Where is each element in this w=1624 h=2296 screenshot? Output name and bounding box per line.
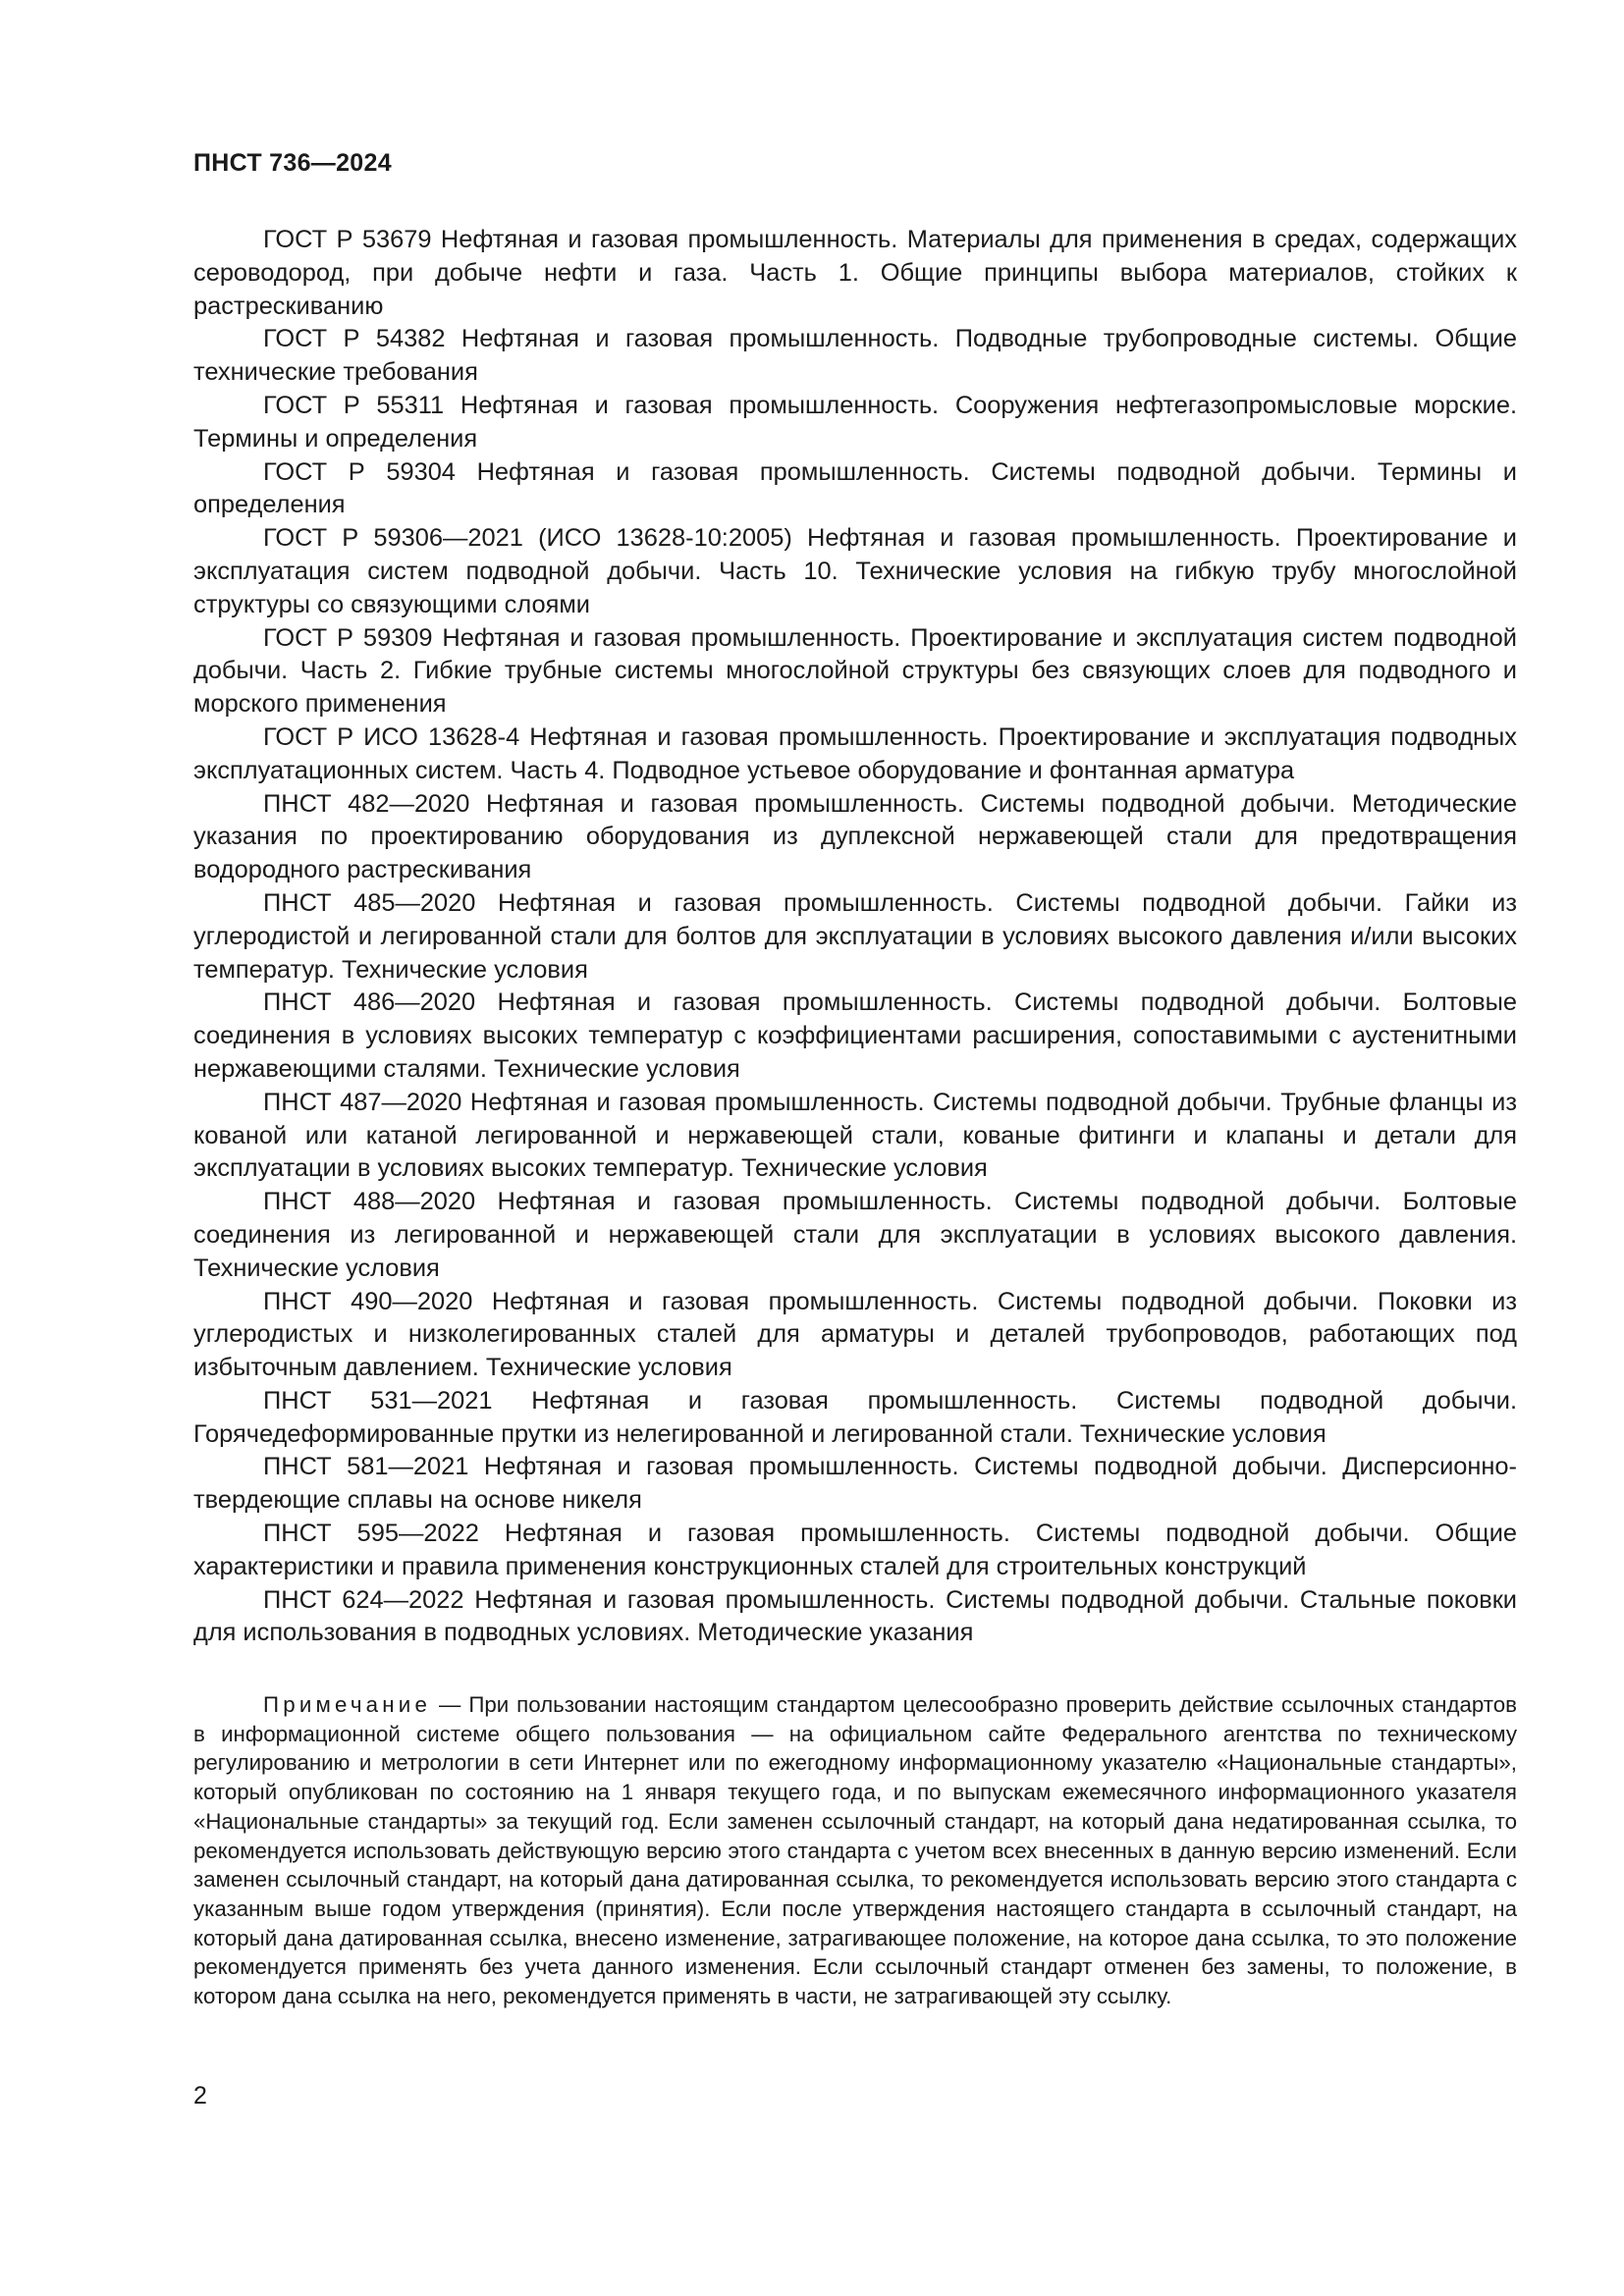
reference-item: ГОСТ Р 53679 Нефтяная и газовая промышленность. Материалы для применения в средах, содержащих сероводород, при добыче нефти и газа. Часть 1. Общие принципы выбора материалов, стойких к растрескиванию: [193, 226, 1517, 320]
reference-item: ПНСТ 488—2020 Нефтяная и газовая промышленность. Системы подводной добычи. Болтовые соединения из легированной и нержавеющей стали для эксплуатации в условиях высокого давления. Технические условия: [193, 1188, 1517, 1282]
note-label: Примечание: [263, 1692, 432, 1717]
reference-item: ГОСТ Р 55311 Нефтяная и газовая промышленность. Сооружения нефтегазопромысловые морские. Термины и определения: [193, 391, 1517, 453]
reference-item: ПНСТ 624—2022 Нефтяная и газовая промышленность. Системы подводной добычи. Стальные поковки для использования в подводных условиях. Методические указания: [193, 1585, 1517, 1647]
reference-item: ПНСТ 482—2020 Нефтяная и газовая промышленность. Системы подводной добычи. Методические указания по проектированию оборудования из дуплексной нержавеющей стали для предотвращения водородного растрескивания: [193, 789, 1517, 884]
reference-item: ПНСТ 490—2020 Нефтяная и газовая промышленность. Системы подводной добычи. Поковки из углеродистых и низколегированных сталей для арматуры и деталей трубопроводов, работающих под избыточным давлением. Технические условия: [193, 1287, 1517, 1382]
page-number: 2: [193, 2082, 207, 2109]
reference-item: ГОСТ Р 59306—2021 (ИСО 13628-10:2005) Нефтяная и газовая промышленность. Проектирование и эксплуатация систем подводной добычи. Часть 10. Технические условия на гибкую трубу многослойной структуры со связующими слоями: [193, 524, 1517, 618]
note-text: — При пользовании настоящим стандартом целесообразно проверить действие ссылочных стандартов в информационной системе общего пользования — на официальном сайте Федерального агентства по техническому регулированию и метрологии в сети Интернет или по ежегодному информационному указателю «Национальные стандарты», который опубликован по состоянию на 1 января текущего года, и по выпускам ежемесячного информационного указателя «Национальные стандарты» за текущий год. Если заменен ссылочный стандарт, на который дана недатированная ссылка, то рекомендуется использовать действующую версию этого стандарта с учетом всех внесенных в данную версию изменений. Если заменен ссылочный стандарт, на который дана датированная ссылка, то рекомендуется использовать версию этого стандарта с указанным выше годом утверждения (принятия). Если после утверждения настоящего стандарта в ссылочный стандарт, на который дана датированная ссылка, внесено изменение, затрагивающее положение, на которое дана ссылка, то это положение рекомендуется применять без учета данного изменения. Если ссылочный стандарт отменен без замены, то положение, в котором дана ссылка на него, рекомендуется применять в части, не затрагивающей эту ссылку.: [193, 1692, 1517, 2009]
reference-item: ГОСТ Р 59309 Нефтяная и газовая промышленность. Проектирование и эксплуатация систем подводной добычи. Часть 2. Гибкие трубные системы многослойной структуры без связующих слоев для подводного и морского применения: [193, 623, 1517, 719]
reference-item: ПНСТ 595—2022 Нефтяная и газовая промышленность. Системы подводной добычи. Общие характеристики и правила применения конструкционных сталей для строительных конструкций: [193, 1520, 1517, 1580]
reference-item: ПНСТ 487—2020 Нефтяная и газовая промышленность. Системы подводной добычи. Трубные фланцы из кованой или катаной легированной и нержавеющей стали, кованые фитинги и клапаны и детали для эксплуатации в условиях высоких температур. Технические условия: [193, 1088, 1517, 1183]
reference-item: ПНСТ 486—2020 Нефтяная и газовая промышленность. Системы подводной добычи. Болтовые соединения в условиях высоких температур с коэффициентами расширения, сопоставимыми с аустенитными нержавеющими сталями. Технические условия: [193, 988, 1517, 1083]
reference-item: ПНСТ 485—2020 Нефтяная и газовая промышленность. Системы подводной добычи. Гайки из углеродистой и легированной стали для болтов для эксплуатации в условиях высокого давления и/или высоких температур. Технические условия: [193, 888, 1517, 984]
document-header-id: ПНСТ 736—2024: [193, 149, 392, 177]
reference-item: ГОСТ Р 59304 Нефтяная и газовая промышленность. Системы подводной добычи. Термины и определения: [193, 457, 1517, 519]
note-paragraph: [193, 1690, 1517, 2011]
reference-item: ГОСТ Р 54382 Нефтяная и газовая промышленность. Подводные трубопроводные системы. Общие технические требования: [193, 325, 1517, 387]
reference-item: ГОСТ Р ИСО 13628-4 Нефтяная и газовая промышленность. Проектирование и эксплуатация подводных эксплуатационных систем. Часть 4. Подводное устьевое оборудование и фонтанная арматура: [193, 722, 1517, 784]
reference-item: ПНСТ 531—2021 Нефтяная и газовая промышленность. Системы подводной добычи. Горячедеформированные прутки из нелегированной и легированной стали. Технические условия: [193, 1386, 1517, 1448]
normative-references-list: [193, 224, 1517, 1650]
reference-item: ПНСТ 581—2021 Нефтяная и газовая промышленность. Системы подводной добычи. Дисперсионно-твердеющие сплавы на основе никеля: [193, 1453, 1517, 1515]
